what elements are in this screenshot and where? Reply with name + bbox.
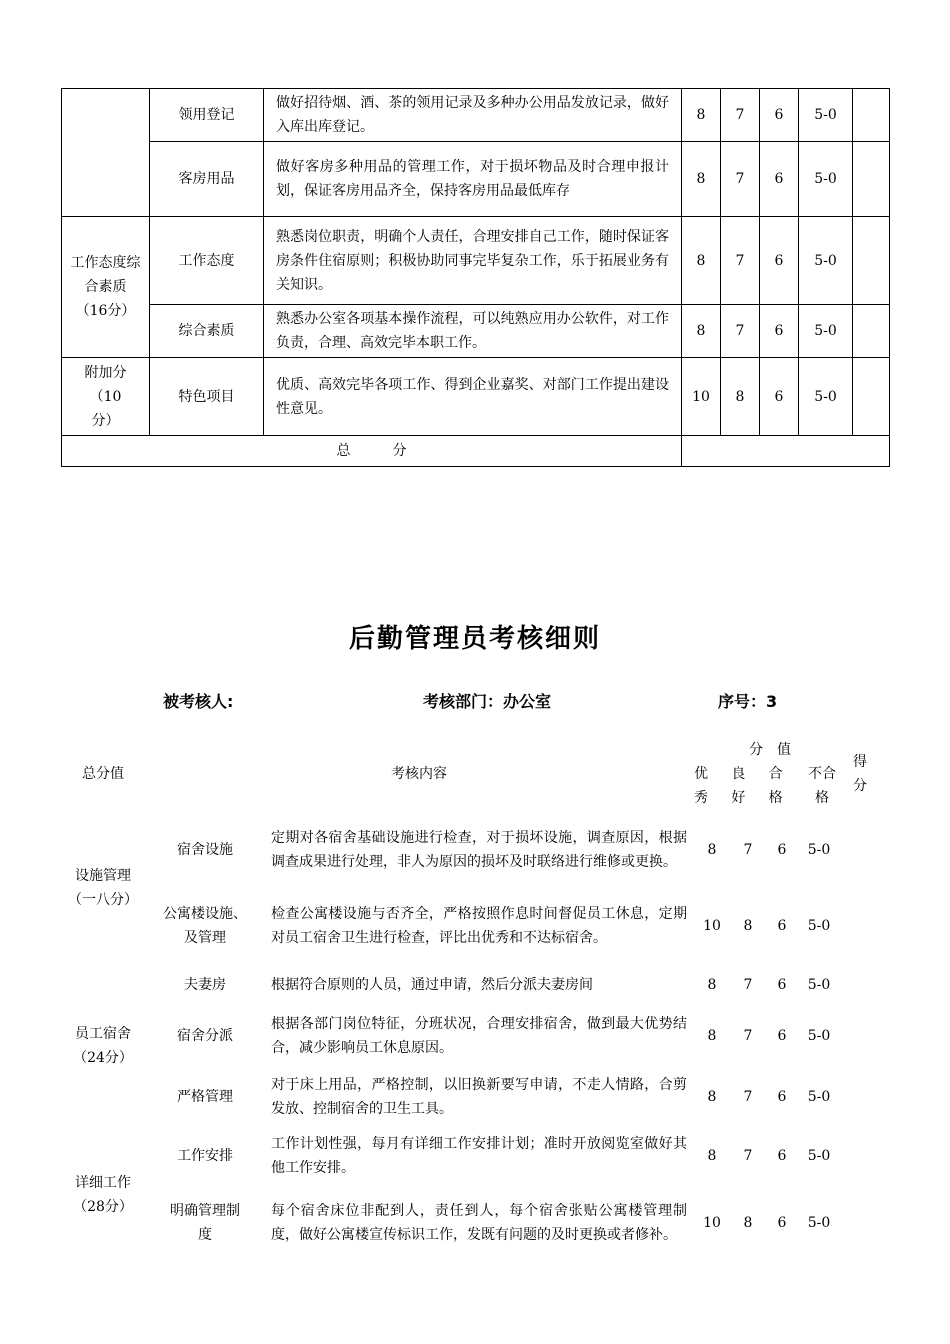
item-description: 每个宿舍床位非配到人，责任到人，每个宿舍张贴公寓楼管理制度，做好公寓楼宣传标识工作，发既有问题的及时更换或者修补。 (271, 1203, 687, 1243)
table-row (62, 142, 890, 217)
item-label: 严格管理 (177, 1089, 233, 1105)
item-description: 对于床上用品，严格控制，以旧换新要写申请，不走人情路，合剪发放、控制宿舍的卫生工具。 (271, 1077, 687, 1117)
header-good: 良好 (731, 766, 746, 806)
score-excellent: 8 (682, 89, 721, 142)
score-excellent: 10 (703, 917, 721, 934)
table-row (61, 1184, 881, 1262)
score-got (839, 1127, 881, 1184)
group-label-detail (61, 1127, 145, 1262)
total-label: 总 分 (62, 436, 682, 467)
item-label (145, 1184, 265, 1262)
item-description: 做好招待烟、酒、茶的领用记录及多种办公用品发放记录，做好入库出库登记。 (264, 89, 682, 142)
score-fail: 5-0 (807, 1089, 831, 1105)
header-excellent: 优秀 (694, 766, 708, 806)
score-good: 7 (721, 142, 760, 217)
item-label: 综合素质 (150, 305, 264, 358)
score-got (839, 812, 881, 887)
table-row (61, 887, 881, 964)
item-label-text: 公寓楼设施、及管理 (163, 905, 247, 946)
score-got (853, 217, 890, 305)
score-fail: 5-0 (799, 89, 853, 142)
header-score-group (693, 736, 839, 812)
score-excellent: 8 (707, 1147, 717, 1164)
score-good: 7 (743, 841, 753, 858)
item-label: 夫妻房 (184, 976, 226, 993)
score-excellent: 8 (707, 976, 717, 993)
score-excellent: 8 (682, 142, 721, 217)
score-excellent: 8 (682, 217, 721, 305)
score-pass: 6 (760, 217, 799, 305)
score-fail: 5-0 (799, 217, 853, 305)
score-pass: 6 (777, 1028, 787, 1044)
item-description: 根据各部门岗位特征，分班状况，合理安排宿舍，做到最大优势结合，减少影响员工休息原因。 (271, 1016, 687, 1056)
score-good: 7 (721, 217, 760, 305)
header-got-text: 得分 (853, 754, 867, 794)
score-got (839, 887, 881, 964)
score-got (839, 1184, 881, 1262)
item-description: 定期对各宿舍基础设施进行检查，对于损坏设施，调查原因，根据调查成果进行处理，非人为原因的损坏及时联络进行维修或更换。 (271, 829, 687, 870)
item-label: 宿舍分派 (177, 1028, 233, 1044)
header-fail: 不合格 (807, 766, 836, 806)
item-description: 优质、高效完毕各项工作、得到企业嘉奖、对部门工作提出建设性意见。 (264, 358, 682, 436)
score-got (853, 358, 890, 436)
score-fail: 5-0 (807, 1028, 831, 1044)
group-bonus-text: 附加分（10分） (84, 364, 127, 429)
table-row-total (62, 436, 890, 467)
group-attitude-text: 工作态度综合素质（16分） (70, 255, 141, 319)
score-got (839, 1067, 881, 1127)
score-fail: 5-0 (799, 142, 853, 217)
score-excellent: 10 (682, 358, 721, 436)
department-label: 考核部门：办公室 (423, 692, 552, 711)
group-label-attitude (62, 217, 150, 358)
score-got (853, 142, 890, 217)
table-row (61, 1127, 881, 1184)
score-excellent: 8 (707, 1089, 717, 1105)
top-assessment-table (61, 88, 890, 467)
table-row (61, 1005, 881, 1067)
item-description: 工作计划性强，每月有详细工作安排计划；准时开放阅览室做好其他工作安排。 (271, 1135, 687, 1176)
group-cell-empty (62, 89, 150, 217)
group-label-facility (61, 812, 145, 964)
total-value (682, 436, 890, 467)
table-row (62, 358, 890, 436)
table-row (61, 1067, 881, 1127)
table-header-row (61, 736, 881, 812)
score-pass: 6 (777, 1215, 787, 1231)
item-label-text: 明确管理制度 (170, 1203, 240, 1243)
score-got (839, 1005, 881, 1067)
item-description: 熟悉岗位职责，明确个人责任，合理安排自己工作，随时保证客房条件住宿原则；积极协助同事完毕复杂工作，乐于拓展业务有关知识。 (264, 217, 682, 305)
item-label: 领用登记 (150, 89, 264, 142)
page-title: 后勤管理员考核细则 (348, 624, 601, 654)
score-pass: 6 (760, 305, 799, 358)
score-fail: 5-0 (799, 305, 853, 358)
header-content: 考核内容 (391, 766, 447, 782)
item-description: 做好客房多种用品的管理工作，对于损坏物品及时合理申报计划，保证客房用品齐全，保持客房用品最低库存 (264, 142, 682, 217)
score-good: 7 (743, 1147, 753, 1164)
score-pass: 6 (777, 1089, 787, 1105)
table-row (61, 964, 881, 1005)
assessee-label: 被考核人: (163, 692, 234, 711)
score-excellent: 8 (707, 1028, 717, 1044)
score-pass: 6 (777, 917, 787, 934)
group-label-dorm (61, 964, 145, 1127)
item-label: 宿舍设施 (177, 841, 233, 858)
score-pass: 6 (777, 841, 787, 858)
item-label: 特色项目 (150, 358, 264, 436)
table-row (62, 217, 890, 305)
score-good: 7 (721, 305, 760, 358)
score-good: 8 (721, 358, 760, 436)
item-label: 客房用品 (150, 142, 264, 217)
group-label-bonus (62, 358, 150, 436)
score-good: 8 (743, 1215, 753, 1231)
score-fail: 5-0 (807, 917, 831, 934)
score-got (839, 964, 881, 1005)
score-good: 7 (743, 976, 753, 993)
score-excellent: 8 (682, 305, 721, 358)
item-label: 工作安排 (177, 1147, 233, 1164)
table-row (61, 812, 881, 887)
score-got (853, 305, 890, 358)
score-good: 8 (743, 917, 753, 934)
score-pass: 6 (777, 1147, 787, 1164)
table-row (62, 305, 890, 358)
score-good: 7 (743, 1089, 753, 1105)
score-excellent: 10 (703, 1215, 721, 1231)
score-fail: 5-0 (799, 358, 853, 436)
score-got (853, 89, 890, 142)
group-facility-text: 设施管理（一八分） (68, 868, 138, 908)
score-good: 7 (743, 1028, 753, 1044)
score-pass: 6 (777, 976, 787, 993)
header-pass: 合格 (768, 766, 783, 806)
score-fail: 5-0 (807, 1215, 831, 1231)
header-score: 分 值 (749, 742, 791, 758)
group-detail-text: 详细工作（28分） (73, 1174, 133, 1215)
sequence-label: 序号：3 (718, 692, 778, 711)
item-description: 熟悉办公室各项基本操作流程，可以纯熟应用办公软件，对工作负责，合理、高效完毕本职工作。 (264, 305, 682, 358)
score-fail: 5-0 (807, 841, 831, 858)
score-fail: 5-0 (807, 976, 831, 993)
group-dorm-text: 员工宿舍（24分） (73, 1025, 133, 1066)
score-fail: 5-0 (807, 1147, 831, 1164)
score-pass: 6 (760, 89, 799, 142)
item-label: 工作态度 (150, 217, 264, 305)
item-description: 检查公寓楼设施与否齐全，严格按照作息时间督促员工休息，定期对员工宿舍卫生进行检查，评比出优秀和不达标宿舍。 (271, 905, 687, 946)
header-total: 总分值 (82, 766, 124, 782)
item-label (145, 887, 265, 964)
score-excellent: 8 (707, 841, 717, 858)
item-description: 根据符合原则的人员，通过申请，然后分派夫妻房间 (271, 976, 593, 993)
bottom-assessment-table (61, 736, 881, 1262)
header-got (839, 736, 881, 812)
score-pass: 6 (760, 358, 799, 436)
score-good: 7 (721, 89, 760, 142)
table-row (62, 89, 890, 142)
score-pass: 6 (760, 142, 799, 217)
